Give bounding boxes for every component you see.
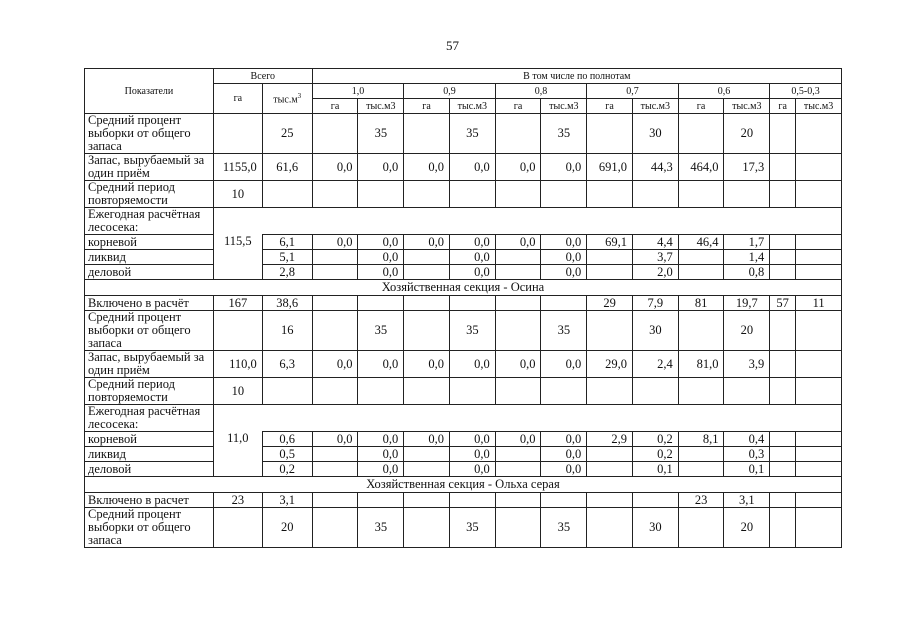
header-unit-m3: тыс.м3 <box>449 99 495 114</box>
table-row: Запас, вырубаемый за один приём 1155,0 61,6 0,0 0,0 0,0 0,0 0,0 0,0 691,0 44,3 464,0 17,3 <box>85 154 842 181</box>
header-total-ha: га <box>213 84 262 114</box>
header-including: В том числе по полнотам <box>312 69 841 84</box>
header-unit-ha: га <box>678 99 724 114</box>
header-indicators: Показатели <box>85 69 214 114</box>
row-label: Запас, вырубаемый за один приём <box>85 154 214 181</box>
section-title-aspen: Хозяйственная секция - Осина <box>85 280 842 296</box>
table-row: Ежегодная расчётная лесосека: <box>85 405 842 432</box>
table-row: Включено в расчет 23 3,1 23 3,1 <box>85 493 842 508</box>
row-label: Средний период повторяемости <box>85 181 214 208</box>
header-density-4: 0,7 <box>587 84 679 99</box>
table-row: корневой 11,0 0,6 0,0 0,0 0,0 0,0 0,0 0,0 2,9 0,2 8,1 0,4 <box>85 432 842 447</box>
header-density-2: 0,9 <box>404 84 496 99</box>
table-row: деловой 0,2 0,0 0,0 0,0 0,1 0,1 <box>85 462 842 477</box>
header-unit-ha: га <box>770 99 796 114</box>
header-unit-m3: тыс.м3 <box>541 99 587 114</box>
table-row: ликвид 0,5 0,0 0,0 0,0 0,2 0,3 <box>85 447 842 462</box>
table-row: корневой 115,5 6,1 0,0 0,0 0,0 0,0 0,0 0,0 69,1 4,4 46,4 1,7 <box>85 235 842 250</box>
page-number: 57 <box>446 38 459 53</box>
table-row: Средний процент выборки от общего запаса 20 35 35 35 30 20 <box>85 508 842 548</box>
table-row: Средний процент выборки от общего запаса 16 35 35 35 30 20 <box>85 311 842 351</box>
header-unit-ha: га <box>587 99 633 114</box>
header-density-6: 0,5-0,3 <box>770 84 842 99</box>
header-density-3: 0,8 <box>495 84 587 99</box>
header-unit-m3: тыс.м3 <box>796 99 842 114</box>
table-row: Включено в расчёт 167 38,6 29 7,9 81 19,7 57 11 <box>85 296 842 311</box>
table-row: Запас, вырубаемый за один приём 110,0 6,3 0,0 0,0 0,0 0,0 0,0 0,0 29,0 2,4 81,0 3,9 <box>85 351 842 378</box>
header-density-1: 1,0 <box>312 84 404 99</box>
section-row <box>85 280 842 296</box>
table-row: Средний период повторяемости 10 <box>85 181 842 208</box>
section-row <box>85 477 842 493</box>
header-unit-ha: га <box>495 99 541 114</box>
table-row <box>85 208 842 235</box>
header-unit-ha: га <box>404 99 450 114</box>
header-unit-ha: га <box>312 99 358 114</box>
header-unit-m3: тыс.м3 <box>358 99 404 114</box>
header-density-5: 0,6 <box>678 84 770 99</box>
row-label: Ежегодная расчётная лесосека: <box>85 208 214 235</box>
header-total-m3: $тыс.м^3$ <box>262 84 312 114</box>
header-unit-m3: тыс.м3 <box>632 99 678 114</box>
table-row: ликвид 5,1 0,0 0,0 0,0 3,7 1,4 <box>85 250 842 265</box>
row-label: Средний процент выборки от общего запаса <box>85 114 214 154</box>
header-row-1 <box>85 69 842 84</box>
header-unit-m3: тыс.м3 <box>724 99 770 114</box>
forestry-table <box>84 68 842 548</box>
table-row: деловой 2,8 0,0 0,0 0,0 2,0 0,8 <box>85 265 842 280</box>
header-total: Всего <box>213 69 312 84</box>
table-row: Средний период повторяемости 10 <box>85 378 842 405</box>
table-row: Средний процент выборки от общего запаса 25 35 35 35 30 20 <box>85 114 842 154</box>
section-title-alder: Хозяйственная секция - Ольха серая <box>85 477 842 493</box>
